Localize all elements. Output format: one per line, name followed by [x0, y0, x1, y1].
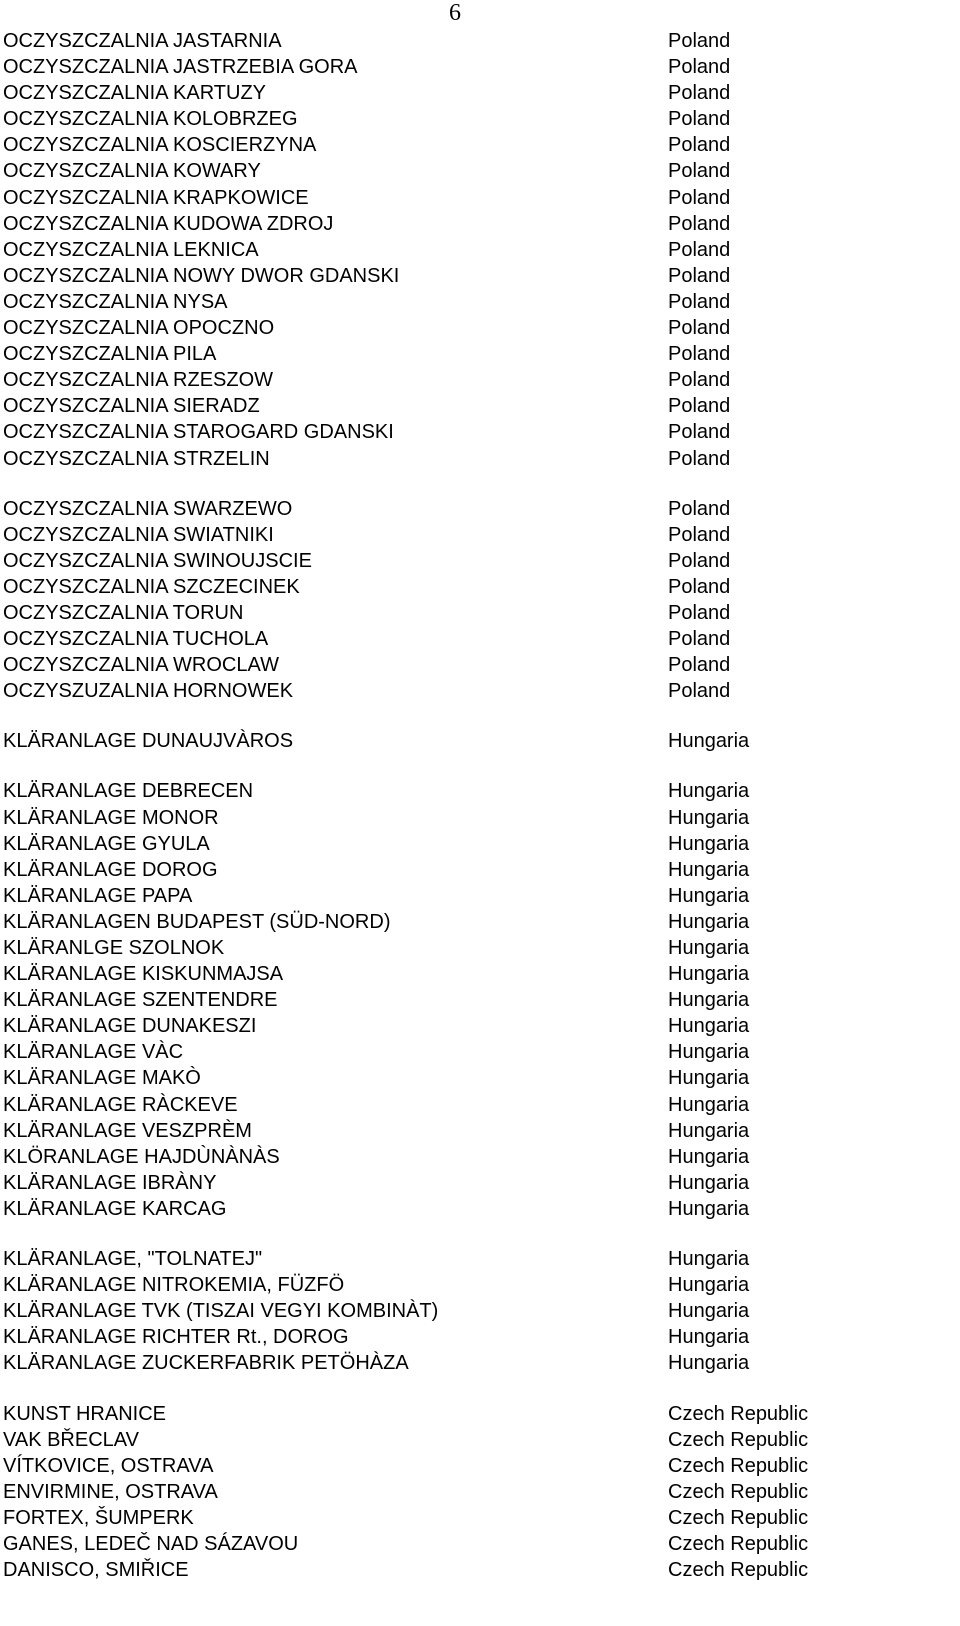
country-name: Hungaria — [668, 1093, 750, 1116]
country-name: Hungaria — [668, 1171, 750, 1194]
country-name: Poland — [668, 497, 731, 520]
list-item — [3, 778, 943, 804]
country-name: Czech Republic — [668, 1506, 809, 1529]
list-item — [3, 652, 943, 678]
plant-name: KUNST HRANICE — [3, 1402, 166, 1425]
list-group — [3, 728, 943, 754]
plant-name: KLÄRANLAGE DEBRECEN — [3, 780, 254, 803]
country-name: Poland — [668, 264, 731, 287]
country-name: Czech Republic — [668, 1559, 809, 1582]
plant-name: KLÄRANLGE SZOLNOK — [3, 937, 225, 959]
plant-name: VAK BŘECLAV — [3, 1428, 139, 1451]
plant-name: KLÄRANLAGE VÀC — [3, 1041, 184, 1064]
plant-name: OCZYSZCZALNIA KOSCIERZYNA — [3, 134, 317, 157]
country-name: Poland — [668, 654, 731, 677]
plant-name: KLÄRANLAGE ZUCKERFABRIK PETÖHÀZA — [3, 1352, 409, 1375]
list-item — [3, 367, 943, 393]
list-item — [3, 831, 943, 857]
country-name: Czech Republic — [668, 1428, 809, 1451]
plant-name: OCZYSZCZALNIA KRAPKOWICE — [3, 186, 309, 209]
list-item — [3, 315, 943, 341]
plant-name: KLÄRANLAGE PAPA — [3, 884, 193, 907]
list-item — [3, 132, 943, 158]
plant-name: OCZYSZCZALNIA NOWY DWOR GDANSKI — [3, 264, 400, 287]
country-name: Hungaria — [668, 1352, 750, 1375]
list-item — [3, 1427, 943, 1453]
plant-name: KLÄRANLAGE VESZPRÈM — [3, 1119, 252, 1142]
plant-name: KLÄRANLAGE DOROG — [3, 858, 218, 881]
plant-name: OCZYSZCZALNIA SWINOUJSCIE — [3, 549, 312, 572]
country-name: Poland — [668, 601, 731, 624]
list-item — [3, 1196, 943, 1222]
country-name: Hungaria — [668, 963, 750, 986]
plant-name: OCZYSZCZALNIA NYSA — [3, 290, 228, 313]
country-name: Poland — [668, 82, 731, 105]
list-item — [3, 263, 943, 289]
plant-name: OCZYSZCZALNIA KARTUZY — [3, 82, 267, 105]
country-name: Poland — [668, 447, 731, 470]
list-item — [3, 1505, 943, 1531]
list-item — [3, 728, 943, 754]
list-item — [3, 1246, 943, 1272]
country-name: Hungaria — [668, 1326, 750, 1349]
list-item — [3, 1272, 943, 1298]
plant-name: KLÄRANLAGE DUNAKESZI — [3, 1015, 257, 1038]
country-name: Hungaria — [668, 1145, 750, 1168]
plant-name: OCZYSZCZALNIA LEKNICA — [3, 238, 259, 261]
country-name: Hungaria — [668, 937, 750, 959]
list-item — [3, 211, 943, 237]
country-name: Czech Republic — [668, 1402, 809, 1425]
plant-name: ENVIRMINE, OSTRAVA — [3, 1480, 218, 1503]
list-item — [3, 1324, 943, 1350]
country-name: Poland — [668, 317, 731, 340]
country-name: Hungaria — [668, 1248, 750, 1271]
country-name: Hungaria — [668, 858, 750, 881]
plant-name: FORTEX, ŠUMPERK — [3, 1506, 194, 1529]
plant-name: KLÄRANLAGE RICHTER Rt., DOROG — [3, 1326, 349, 1349]
list-item — [3, 1453, 943, 1479]
list-item — [3, 909, 943, 935]
plant-name: OCZYSZCZALNIA KOLOBRZEG — [3, 108, 298, 131]
plant-name: KLÄRANLAGE RÀCKEVE — [3, 1093, 238, 1116]
country-name: Poland — [668, 369, 731, 392]
list-item — [3, 574, 943, 600]
list-item — [3, 289, 943, 315]
country-name: Poland — [668, 238, 731, 261]
country-name: Poland — [668, 421, 731, 444]
plant-name: OCZYSZUZALNIA HORNOWEK — [3, 680, 294, 703]
plant-name: OCZYSZCZALNIA SWIATNIKI — [3, 523, 274, 546]
list-item — [3, 626, 943, 652]
list-group — [3, 496, 943, 705]
country-name: Poland — [668, 628, 731, 651]
list-item — [3, 805, 943, 831]
list-item — [3, 1298, 943, 1324]
plant-name: OCZYSZCZALNIA SIERADZ — [3, 395, 260, 418]
list-group — [3, 778, 943, 1222]
list-item — [3, 1118, 943, 1144]
country-name: Hungaria — [668, 730, 750, 753]
list-item — [3, 935, 943, 961]
list-item — [3, 600, 943, 626]
plant-name: KLÄRANLAGEN BUDAPEST (SÜD-NORD) — [3, 910, 391, 933]
country-name: Hungaria — [668, 1067, 750, 1090]
plant-name: KLÄRANLAGE KARCAG — [3, 1197, 227, 1220]
list-item — [3, 522, 943, 548]
country-name: Poland — [668, 680, 731, 703]
country-name: Hungaria — [668, 832, 750, 855]
list-group — [3, 1401, 943, 1584]
country-name: Poland — [668, 343, 731, 366]
plant-name: KLÄRANLAGE SZENTENDRE — [3, 989, 278, 1012]
country-name: Poland — [668, 575, 731, 598]
list-item — [3, 158, 943, 184]
plant-name: OCZYSZCZALNIA TORUN — [3, 601, 244, 624]
plant-name: KLÄRANLAGE MONOR — [3, 806, 219, 829]
country-name: Poland — [668, 523, 731, 546]
list-item — [3, 419, 943, 445]
country-name: Poland — [668, 108, 731, 131]
plant-name: OCZYSZCZALNIA RZESZOW — [3, 369, 274, 392]
plant-name: KLÄRANLAGE TVK (TISZAI VEGYI KOMBINÀT) — [3, 1300, 439, 1323]
list-item — [3, 961, 943, 987]
plant-name: OCZYSZCZALNIA WROCLAW — [3, 654, 279, 677]
list-item — [3, 1531, 943, 1557]
list-item — [3, 341, 943, 367]
country-name: Poland — [668, 212, 731, 235]
country-name: Poland — [668, 549, 731, 572]
country-name: Czech Republic — [668, 1480, 809, 1503]
list-item — [3, 987, 943, 1013]
list-item — [3, 80, 943, 106]
plant-name: OCZYSZCZALNIA KUDOWA ZDROJ — [3, 212, 334, 235]
plant-name: KLÄRANLAGE KISKUNMAJSA — [3, 963, 284, 986]
list-item — [3, 393, 943, 419]
country-name: Poland — [668, 395, 731, 418]
list-item — [3, 1401, 943, 1427]
list-item — [3, 106, 943, 132]
list-item — [3, 857, 943, 883]
country-name: Poland — [668, 160, 731, 183]
country-name: Hungaria — [668, 1119, 750, 1142]
country-name: Hungaria — [668, 1300, 750, 1323]
plant-name: OCZYSZCZALNIA TUCHOLA — [3, 628, 269, 651]
list-item — [3, 28, 943, 54]
country-name: Hungaria — [668, 806, 750, 829]
list-item — [3, 1557, 943, 1583]
plant-name: KLÄRANLAGE MAKÒ — [3, 1067, 201, 1090]
list-item — [3, 54, 943, 80]
plant-name: VÍTKOVICE, OSTRAVA — [3, 1454, 214, 1477]
list-item — [3, 1092, 943, 1118]
plant-name: OCZYSZCZALNIA JASTARNIA — [3, 30, 282, 52]
country-name: Hungaria — [668, 1274, 750, 1297]
list-item — [3, 1039, 943, 1065]
reference-list — [3, 28, 943, 1607]
page-number: 6 — [449, 0, 461, 26]
plant-name: OCZYSZCZALNIA JASTRZEBIA GORA — [3, 56, 358, 79]
plant-name: OCZYSZCZALNIA STAROGARD GDANSKI — [3, 421, 394, 444]
list-item — [3, 883, 943, 909]
list-item — [3, 446, 943, 472]
plant-name: GANES, LEDEČ NAD SÁZAVOU — [3, 1532, 299, 1555]
country-name: Poland — [668, 56, 731, 79]
country-name: Hungaria — [668, 1197, 750, 1220]
country-name: Hungaria — [668, 1041, 750, 1064]
plant-name: OCZYSZCZALNIA OPOCZNO — [3, 317, 275, 340]
plant-name: KLÄRANLAGE IBRÀNY — [3, 1171, 217, 1194]
list-item — [3, 678, 943, 704]
list-item — [3, 1350, 943, 1376]
list-item — [3, 496, 943, 522]
country-name: Poland — [668, 186, 731, 209]
plant-name: KLÄRANLAGE GYULA — [3, 832, 210, 855]
country-name: Hungaria — [668, 884, 750, 907]
list-item — [3, 1170, 943, 1196]
list-item — [3, 1144, 943, 1170]
country-name: Hungaria — [668, 1015, 750, 1038]
plant-name: OCZYSZCZALNIA PILA — [3, 343, 217, 366]
country-name: Poland — [668, 134, 731, 157]
list-group — [3, 28, 943, 472]
country-name: Czech Republic — [668, 1454, 809, 1477]
list-item — [3, 1065, 943, 1091]
plant-name: KLÄRANLAGE, "TOLNATEJ" — [3, 1248, 263, 1271]
country-name: Hungaria — [668, 989, 750, 1012]
plant-name: DANISCO, SMIŘICE — [3, 1559, 189, 1582]
plant-name: KLÄRANLAGE NITROKEMIA, FÜZFÖ — [3, 1274, 345, 1297]
list-item — [3, 1013, 943, 1039]
plant-name: KLÖRANLAGE HAJDÙNÀNÀS — [3, 1145, 280, 1168]
list-item — [3, 237, 943, 263]
list-item — [3, 548, 943, 574]
plant-name: KLÄRANLAGE DUNAUJVÀROS — [3, 730, 294, 753]
country-name: Poland — [668, 290, 731, 313]
plant-name: OCZYSZCZALNIA SWARZEWO — [3, 497, 293, 520]
country-name: Czech Republic — [668, 1532, 809, 1555]
plant-name: OCZYSZCZALNIA SZCZECINEK — [3, 575, 300, 598]
plant-name: OCZYSZCZALNIA STRZELIN — [3, 447, 270, 470]
list-item — [3, 1479, 943, 1505]
plant-name: OCZYSZCZALNIA KOWARY — [3, 160, 261, 183]
country-name: Hungaria — [668, 780, 750, 803]
country-name: Poland — [668, 30, 731, 52]
country-name: Hungaria — [668, 910, 750, 933]
list-group — [3, 1246, 943, 1376]
list-item — [3, 185, 943, 211]
